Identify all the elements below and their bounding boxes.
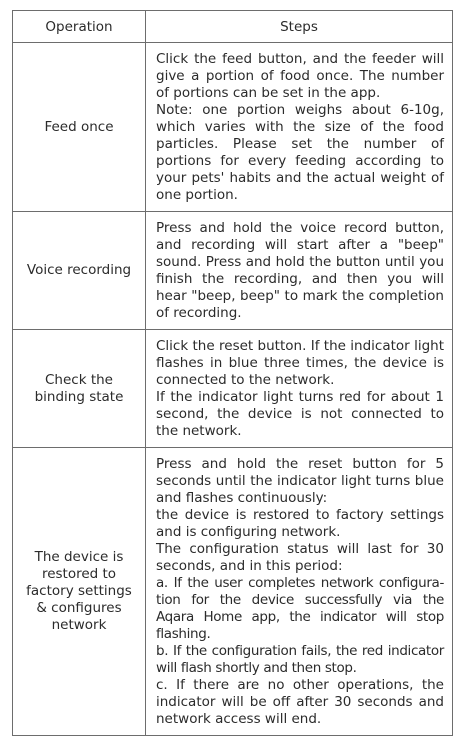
operation-cell: Check the binding state [13,330,146,448]
header-steps: Steps [146,11,453,43]
table-row [13,330,453,448]
table-header-row [13,11,453,43]
step-text: If the indicator light turns red for about 1 second, the device is not connected to the network. [156,389,444,439]
step-text: Press and hold the reset button for 5 seconds until the indicator light turns blue and flashes continuously: [156,456,444,506]
step-text: Note: one portion weighs about 6-10g, which varies with the size of the food particles. Please set the number of portions for every feeding according to your pets' habits and the actual weight of one portion. [156,102,444,203]
step-text: Click the reset button. If the indicator light flashes in blue three times, the device is connected to the network. [156,338,444,388]
step-text: b. If the configuration fails, the red indicator will flash shortly and then stop. [156,643,444,676]
step-text: the device is restored to factory settings and is configuring network. [156,507,444,540]
step-text: Press and hold the voice record button, and recording will start after a "beep" sound. Press and hold the button until you finish the recording, and then you will hear "beep, beep" to mark the completion of recording. [156,220,444,321]
table-row [13,212,453,330]
steps-cell [146,448,453,736]
table-row [13,448,453,736]
operation-cell: Feed once [13,43,146,212]
steps-cell [146,43,453,212]
steps-cell [146,212,453,330]
operations-table [12,10,453,736]
header-operation: Operation [13,11,146,43]
operation-cell: Voice recording [13,212,146,330]
step-text: c. If there are no other operations, the indicator will be off after 30 seconds and network access will end. [156,677,444,727]
step-text: The configuration status will last for 30 seconds, and in this period: [156,541,444,574]
step-text: Click the feed button, and the feeder will give a portion of food once. The number of portions can be set in the app. [156,51,444,101]
steps-cell [146,330,453,448]
operation-cell: The device is restored to factory settings & configures network [13,448,146,736]
table-row [13,43,453,212]
step-text: a. If the user completes network configura-tion for the device successfully via the Aqara Home app, the indicator will stop flashing. [156,575,444,642]
